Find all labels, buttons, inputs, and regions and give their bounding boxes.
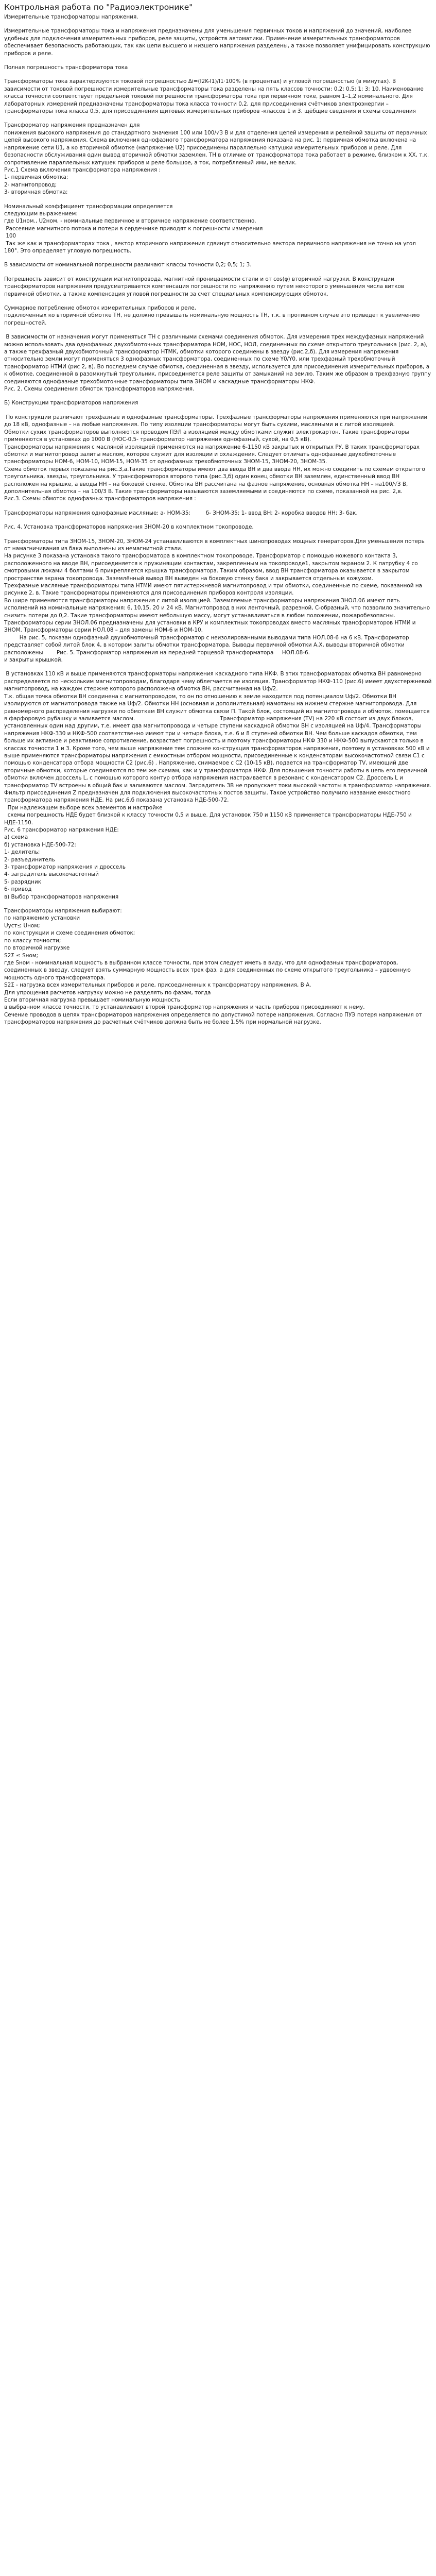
section-heading: Измерительные трансформаторы напряжения. <box>4 14 138 20</box>
paragraph-znom: Трансформаторы типа ЗНОМ-15, ЗНОМ-20, ЗНОМ-24 устанавливаются в комплектных шинопроводах мощных генераторов.Для уменьшения потерь от намагничивания из бака выполнены из немагнитной стали. На рисунке 3 показана установка такого трансформатора в комплектном токопроводе. Трансформатор с помощью ножевого контакта 3, расположенного на вводе ВН, присоединяется к пружинящим контактам, закрепленным на токопроводе1, закрытом экраном 2. К патрубку 4 со смотровыми люками 4 болтами 6 прикрепляется крышка трансформатора. Таким образом, ввод ВН трансформатора оказывается в закрытом пространстве экрана токопровода. Заземлённый вывод ВН выведен на боковую стенку бака и закрывается отдельным кожухом. Трехфазные масляные трансформаторы типа НТМИ имеют пятистержневой магнитопровод и три обмотки, соединенные по схеме, показанной на рисунке 2, в. Такие трансформаторы применяются для присоединения приборов контроля изоляции. Во шире применяются трансформаторы напряжения с литой изоляцией. Заземляемые трансформаторы напряжения ЗНОЛ.06 имеют пять исполнений на номинальные напряжения: 6, 10,15, 20 и 24 кВ. Магнитопровод в них ленточный, разрезной, С-образный, что позволило значительно снизить потери до 0,2. Такие трансформаторы имеют небольшую массу, могут устанавливаться в любом положении, пожаробезопасны. Трансформаторы серии ЗНОЛ.06 предназначены для установки в КРУ и комплектных токопроводах вместо масляных трансформаторов НТМИ и ЗНОМ. Трансформаторы серии НОЛ.08 – для замены НОМ-6 и НОМ-10. На рис. 5, показан однофазный двухобмоточный трансформатор с неизолированными выводами типа НОЛ.08-6 на 6 кВ. Трансформатор представляет собой литой блок 4, в котором залиты обмотки трансформатора. Выводы первичной обмотки А,Х, выводы вторичной обмотки расположены Рис. 5. Трансформатор напряжения на передней торцевой трансформатора НОЛ.08-6. и закрыты крышкой. <box>4 538 430 664</box>
figure-caption: Трансформаторы напряжения однофазные масляные: а- НОМ-35; б- ЗНОМ-35; 1- ввод ВН; 2- коробка вводов НН; 3- бак. <box>4 510 358 516</box>
paragraph-voltage-transformer: Трансформатор напряжения предназначен для понижения высокого напряжения до стандартного значения 100 или 100/√3 В и для отделения цепей измерения и релейной защиты от первичных цепей высокого напряжения. Схема включения однофазного трансформатора напряжения показана на рис. 1; первичная обмотка включена на напряжение сети U1, а ко вторичной обмотке (напряжение U2) присоединены параллельно катушки измерительных приборов и реле. Для безопасности обслуживания один вывод вторичной обмотки заземлен. ТН в отличие от трансформатора тока работает в режиме, близком к ХХ, т.к. сопротивление параллельных катушек приборов и реле большое, а ток, потребляемый ими, не велик. Рис.1 Схема включения трансформатора напряжения : 1- первичная обмотка; 2- магнитопровод; 3- вторичная обмотка; <box>4 122 429 196</box>
paragraph-intro: Измерительные трансформаторы тока и напряжения предназначены для уменьшения первичных токов и напряжений до значений, наиболее удобных для подключения измерительных приборов, реле защиты, устройств автоматики. Применение измерительных трансформаторов обеспечивает безопасность работающих, так как цепи высшего и низшего напряжения разделены, а также позволяет унифицировать конструкцию приборов и реле. <box>4 28 432 57</box>
paragraph-consumption: Суммарное потребление обмоток измерительных приборов и реле, подключенных ко вторичной обмотке ТН, не должно превышать номинальную мощность ТН, т.к. в противном случае это приведет к увеличению погрешностей. <box>4 305 420 326</box>
paragraph-error-factors: Погрешность зависит от конструкции магнитопровода, магнитной проницаемости стали и от cos(φ) вторичной нагрузки. В конструкции трансформаторов напряжения предусматривается компенсация погрешности по напряжению путем некоторого уменьшения числа витков первичной обмотки, а также компенсация угловой погрешности за счет специальных компенсирующих обмоток. <box>4 276 406 297</box>
document-page <box>0 0 436 1039</box>
paragraph-current-error: Трансформаторы тока характеризуются токовой погрешностью Δi=(I2K-I1)/I1·100% (в процентах) и угловой погрешностью (в минутах). В зависимости от токовой погрешности измерительные трансформаторы тока разделены на пять классов точности: 0,2; 0,5; 1; 3; 10. Наименование класса точности соответствует предельной токовой погрешности трансформатора тока при первичном токе, равном 1–1,2 номинального. Для лабораторных измерений предназначены трансформаторы тока класса точности 0,2, для присоединения счётчиков электроэнергии – трансформаторы тока класса 0,5, для присоединения щитовых измерительных приборов -классов 1 и 3. щёбщие сведения и схемы соединения <box>4 78 426 115</box>
section-heading: Б) Конструкции трансформаторов напряжения <box>4 400 138 406</box>
paragraph-ratio: Номинальный коэффициент трансформации определяется следующим выражением: где U1ном., U2ном. - номинальные первичное и вторичное напряжение соответственно. Рассеяние магнитного потока и потери в сердечнике приводят к погрешности измерения 100 Так же как и трансформаторах тока , вектор вторичного напряжения сдвинут относительно вектора первичного напряжения не точно на угол 180°. Это определяет угловую погрешность. <box>4 203 416 254</box>
section-heading: Полная погрешность трансформатора тока <box>4 64 128 71</box>
paragraph-nkf: В установках 110 кВ и выше применяются трансформаторы напряжения каскадного типа НКФ. В этих трансформаторах обмотка ВН равномерно распределяется по нескольким магнитопроводам, благодаря чему облегчается ее изоляция. Трансформатор НКФ-110 (рис.6) имеет двухстержневой магнитопровод, на каждом стержне которого расположена обмотка ВН, рассчитанная на Uф/2. Т.к. общая точка обмотки ВН соединена с магнитопроводом, то он по отношению к земле находится под потенциалом Uф/2. Обмотки ВН изолируются от магнитопровода также на Uф/2. Обмотки НН (основная и дополнительная) намотаны на нижнем стержне магнитопровода. Для равномерного распределения нагрузки по обмоткам ВН служит обмотка связи П. Такой блок, состоящий из магнитопровода и обмоток, помещается в фарфоровую рубашку и заливается маслом. Трансформатор напряжения (TV) на 220 кВ состоит из двух блоков, установленных один над другим, т.е. имеет два магнитопровода и четыре ступени каскадной обмотки ВН с изоляцией на Uф/4. Трансформаторы напряжения НКФ-330 и НКФ-500 соответственно имеют три и четыре блока, т.е. 6 и 8 ступеней обмотки ВН. Чем больше каскадов обмотки, тем больше их активное и реактивное сопротивление, возрастает погрешность и поэтому трансформаторы НКФ 330 и НКФ-500 выпускаются только в классах точности 1 и 3. Кроме того, чем выше напряжение тем сложнее конструкция трансформаторов напряжения, поэтому в установках 500 кВ и выше применяются трансформаторы напряжения с емкостным отбором мощности, присоединенные к конденсаторам высокочастотной связи С1 с помощью конденсатора отбора мощности С2 (рис.6) . Напряжение, снимаемое с С2 (10-15 кВ), подается на трансформатор TV, имеющий две вторичные обмотки, которые соединяются по тем же схемам, как и у трансформатора НКФ. Для повышения точности работы в цепь его первичной обмотки включен дроссель L, с помощью которого контур отбора напряжения настраивается в резонанс с конденсатором С2. Дроссель L и трансформатор TV встроены в общий бак и заливаются маслом. Заградитель ЗВ не пропускает токи высокой частоты в трансформатор напряжения. Фильтр присоединения Z предназначен для подключения высокочастотных постов защиты. Такое устройство получило название емкостного трансформатора напряжения НДЕ. На рис.6,б показана установка НДЕ-500-72. При надлежащем выборе всех элементов и настройке схемы погрешность НДЕ будет близкой к классу точности 0,5 и выше. Для установок 750 и 1150 кВ применяется трансформаторы НДЕ-750 и НДЕ-1150. Рис. 6 трансформатор напряжения НДЕ: а) схема б) установка НДЕ-500-72: 1- делитель; 2- разъединитель 3- трансформатор напряжения и дроссель 4- заградитель высокочастотный 5- разрядник 6- привод в) Выбор трансформаторов напряжения <box>4 671 432 900</box>
paragraph-accuracy-classes: В зависимости от номинальной погрешности различают классы точности 0,2; 0,5; 1; 3. <box>4 262 252 268</box>
figure-caption: Рис. 4. Установка трансформаторов напряжения ЗНОМ-20 в комплектном токопроводе. <box>4 524 254 531</box>
paragraph-constructions: По конструкции различают трехфазные и однофазные трансформаторы. Трехфазные трансформаторы напряжения применяются при напряжении до 18 кВ, однофазные – на любые напряжения. По типу изоляции трансформаторы могут быть сухими, масляными и с литой изоляцией. Обмотки сухих трансформаторов выполняются проводом ПЭЛ а изоляцией между обмотками служит электрокартон. Такие трансформаторы применяются в установках до 1000 В (НОС-0,5- трансформатор напряжения однофазный, сухой, на 0,5 кВ). Трансформаторы напряжения с масляной изоляцией применяются на напряжение 6-1150 кВ закрытых и открытых РУ. В таких трансформаторах обмотки и магнитопровод залиты маслом, которое служит для изоляции и охлаждения. Следует отличать однофазные двухобмоточные трансформаторы НОМ-6, НОМ-10, НОМ-15, НОМ-35 от однофазных трехобмоточных ЗНОМ-15, ЗНОМ-20, ЗНОМ-35. Схема обмоток первых показана на рис.3,а.Такие трансформаторы имеют два ввода ВН и два ввода НН, их можно соединить по схемам открытого треугольника, звезды, треугольника. У трансформаторов второго типа (рис.3,б) один конец обмотки ВН заземлен, единственный ввод ВН расположен на крышке, а вводы НН – на боковой стенке. Обмотка ВН рассчитана на фазное напряжение, основная обмотка НН – на100/√3 В, дополнительная обмотка – на 100/3 В. Такие трансформаторы называются заземляемыми и соединяются по схеме, показанной на рис. 2,в. Рис.3. Схемы обмоток однофазных трансформаторов напряжения : <box>4 414 428 502</box>
paragraph-selection: Трансформаторы напряжения выбирают: по напряжению установки Uуст≤ Uном; по конструкции и схеме соединения обмоток; по классу точности; по вторичной нагрузке S2Σ ≤ Sном; где Sном - номинальная мощность в выбранном классе точности, при этом следует иметь в виду, что для однофазных трансформаторов, соединенных в звезду, следует взять суммарную мощность всех трех фаз, а для соединенных по схеме открытого треугольника – удвоенную мощность одного трансформатора. S2Σ - нагрузка всех измерительных приборов и реле, присоединенных к трансформатору напряжения, В·А. Для упрощения расчетов нагрузку можно не разделять по фазам, тогда Если вторичная нагрузка превышает номинальную мощность в выбранном классе точности, то устанавливают второй трансформатор напряжения и часть приборов присоединяют к нему. Сечение проводов в цепях трансформаторов напряжения определяется по допустимой потере напряжения. Согласно ПУЭ потеря напряжения от трансформаторов напряжения до расчетных счётчиков должна быть не более 1,5% при нормальной нагрузке. <box>4 908 422 1026</box>
paragraph-connection-schemes: В зависимости от назначения могут применяться ТН с различными схемами соединения обмоток. Для измерения трех междуфазных напряжений можно использовать два однофазных двухобмоточных трансформатора НОМ, НОС, НОЛ, соединенных по схеме открытого треугольника (рис. 2, а), а также трехфазный двухобмоточный трансформатор НТМК, обмотки которого соединены в звезду (рис.2,б). Для измерения напряжения относительно земли могут применяться 3 однофазных трансформатора, соединенных по схеме Y0/Y0, или трехфазный трехобмоточный трансформатор НТМИ (рис 2, в). Во последнем случае обмотка, соединенная в звезду, используется для присоединения измерительных приборов, а к обмотке, соединенной в разомкнутый треугольник, присоединяется реле защиты от замыканий на землю. Таким же образом в трехфазную группу соединяются однофазные трехобмоточные трансформаторы типа ЭНОМ и каскадные трансформаторы НКФ. Рис. 2. Схемы соединения обмоток трансформаторов напряжения. <box>4 334 431 393</box>
document-title: Контрольная работа по "Радиоэлектронике" <box>4 3 193 12</box>
